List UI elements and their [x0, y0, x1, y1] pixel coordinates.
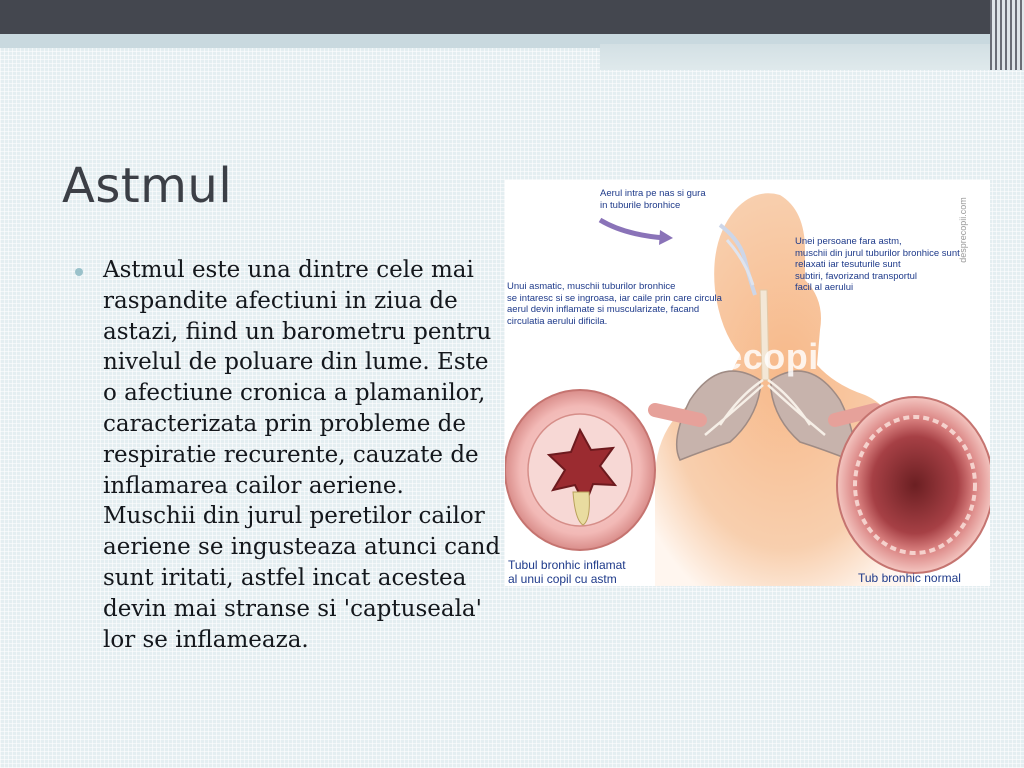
caption-asthma-description: Unui asmatic, muschii tuburilor bronhice se intaresc si se ingroasa, iar caile prin care circula aerul devin inflamate si muscularizate, facand circulatia aerului dificila.	[507, 281, 722, 327]
corner-decoration	[990, 0, 1024, 70]
watermark-text: www.desprecopii.com	[527, 336, 916, 377]
bullet-icon	[75, 268, 83, 276]
normal-tube	[837, 397, 990, 573]
asthma-illustration	[505, 180, 990, 586]
label-inflamed-tube: Tubul bronhic inflamat al unui copil cu astm	[508, 558, 626, 586]
top-bar	[0, 0, 1024, 34]
side-watermark-text: desprecopii.com	[957, 197, 968, 263]
caption-air-intake: Aerul intra pe nas si gura in tuburile bronhice	[600, 188, 706, 211]
caption-normal-description: Unei persoane fara astm, muschii din jurul tuburilor bronhice sunt relaxati iar tesuturile sunt subtiri, favorizand transportul facil al aerului	[795, 236, 960, 293]
top-bar-accent	[600, 44, 1024, 70]
label-normal-tube: Tub bronhic normal	[858, 571, 961, 585]
slide-title: Astmul	[62, 158, 233, 214]
slide-body-text: Astmul este una dintre cele mai raspandite afectiuni in ziua de astazi, fiind un barometru pentru nivelul de poluare din lume. Este o afectiune cronica a plamanilor, caracterizata prin probleme de respiratie recurente, cauzate de inflamarea cailor aeriene. Muschii din jurul peretilor cailor aeriene se ingusteaza atunci cand sunt iritati, astfel incat acestea devin mai stranse si 'captuseala' lor se inflameaza.	[103, 257, 501, 653]
